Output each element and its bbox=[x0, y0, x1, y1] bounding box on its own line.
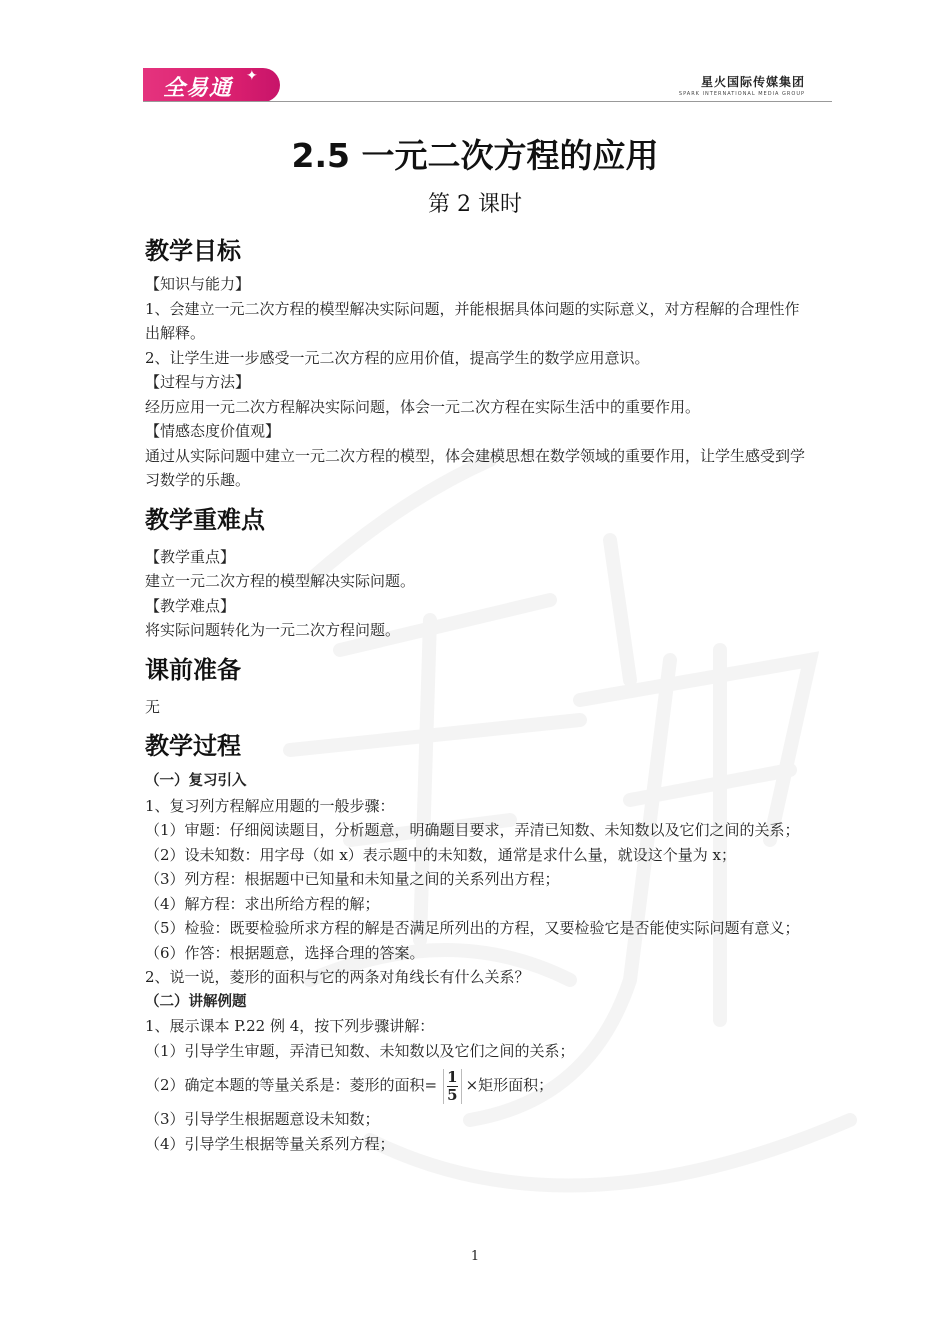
key-label: 【教学重点】 bbox=[145, 547, 236, 566]
document-body bbox=[145, 226, 810, 1156]
review-step: （2）设未知数：用字母（如 x）表示题中的未知数，通常是求什么量，就设这个量为 x； bbox=[145, 845, 737, 864]
section-heading-process: 教学过程 bbox=[145, 732, 241, 760]
publisher-name: 星火国际传媒集团 bbox=[700, 75, 805, 89]
review-step: （5）检验：既要检验所求方程的解是否满足所列出的方程，又要检验它是否能使实际问题有意义； bbox=[145, 919, 800, 937]
question-2: 2、说一说，菱形的面积与它的两条对角线长有什么关系？ bbox=[145, 968, 530, 986]
page-number: 1 bbox=[470, 1249, 480, 1264]
publisher-brand bbox=[679, 73, 805, 97]
emotion-text: 通过从实际问题中建立一元二次方程的模型，体会建模思想在数学领域的重要作用，让学生感受到学习数学的乐趣。 bbox=[145, 446, 806, 489]
example-step-formula bbox=[145, 1063, 810, 1107]
review-intro: 1、复习列方程解应用题的一般步骤： bbox=[145, 796, 395, 815]
difficulty-text: 将实际问题转化为一元二次方程问题。 bbox=[145, 621, 401, 639]
knowledge-item: 1、会建立一元二次方程的模型解决实际问题，并能根据具体问题的实际意义，对方程解的合理性作出解释。 bbox=[145, 299, 800, 342]
formula-prefix: （2）确定本题的等量关系是：菱形的面积= bbox=[145, 1076, 438, 1094]
review-step: （1）审题：仔细阅读题目，分析题意，明确题目要求，弄清已知数、未知数以及它们之间的关系； bbox=[145, 821, 800, 839]
example-step: （3）引导学生根据题意设未知数； bbox=[145, 1110, 380, 1128]
sparkle-icon: ✦ bbox=[246, 68, 258, 84]
emotion-label: 【情感态度价值观】 bbox=[145, 422, 281, 440]
process-label: 【过程与方法】 bbox=[145, 373, 251, 391]
fraction-denominator: 5 bbox=[447, 1085, 458, 1104]
fraction-one-fifth bbox=[443, 1069, 461, 1104]
part2-label: （二）讲解例题 bbox=[145, 993, 247, 1010]
brand-logo bbox=[143, 68, 280, 102]
fraction-numerator: 1 bbox=[447, 1067, 458, 1086]
page-title: 2.5 一元二次方程的应用 bbox=[291, 136, 659, 175]
review-step: （6）作答：根据题意，选择合理的答案。 bbox=[145, 943, 425, 962]
page-subtitle: 第 2 课时 bbox=[428, 192, 522, 217]
logo-text: 全易通 bbox=[163, 76, 233, 101]
section-heading-goals: 教学目标 bbox=[145, 237, 241, 265]
formula-suffix: ×矩形面积； bbox=[465, 1076, 554, 1094]
review-step: （3）列方程：根据题中已知量和未知量之间的关系列出方程； bbox=[145, 870, 560, 888]
example-intro: 1、展示课本 P.22 例 4，按下列步骤讲解： bbox=[145, 1017, 435, 1035]
knowledge-item: 2、让学生进一步感受一元二次方程的应用价值，提高学生的数学应用意识。 bbox=[145, 348, 650, 367]
knowledge-label: 【知识与能力】 bbox=[145, 275, 251, 293]
process-text: 经历应用一元二次方程解决实际问题，体会一元二次方程在实际生活中的重要作用。 bbox=[145, 397, 701, 416]
key-text: 建立一元二次方程的模型解决实际问题。 bbox=[145, 572, 416, 590]
review-step: （4）解方程：求出所给方程的解； bbox=[145, 894, 380, 913]
header-divider bbox=[143, 101, 832, 102]
part1-label: （一）复习引入 bbox=[145, 773, 247, 789]
publisher-name-en: SPARK INTERNATIONAL MEDIA GROUP bbox=[678, 91, 805, 97]
difficulty-label: 【教学难点】 bbox=[145, 596, 236, 615]
example-step: （1）引导学生审题，弄清已知数、未知数以及它们之间的关系； bbox=[145, 1041, 575, 1060]
prep-text: 无 bbox=[145, 697, 161, 716]
section-heading-prep: 课前准备 bbox=[145, 655, 241, 684]
section-heading-keypoints: 教学重难点 bbox=[145, 505, 265, 534]
example-step: （4）引导学生根据等量关系列方程； bbox=[145, 1134, 395, 1153]
